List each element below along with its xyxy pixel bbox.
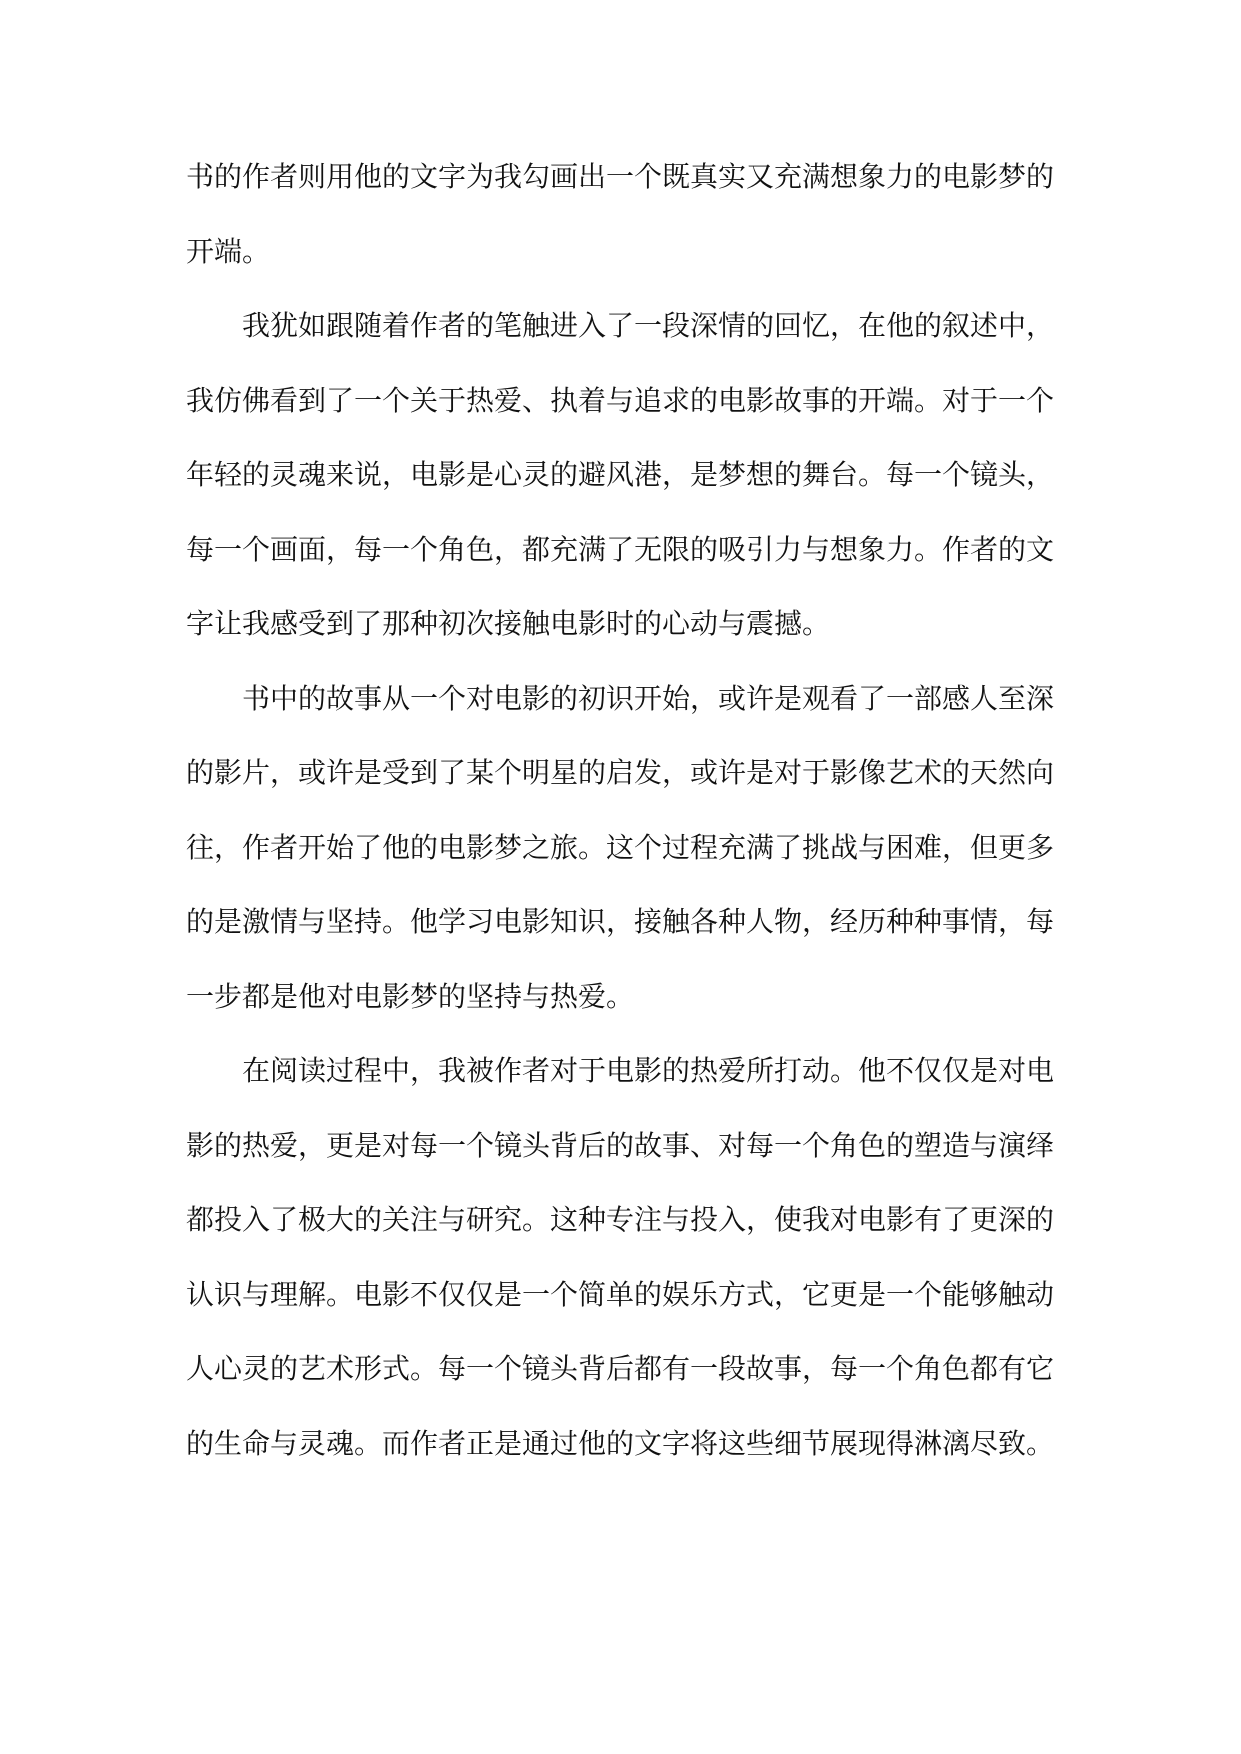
- paragraph-film-dream-journey: 书中的故事从一个对电影的初识开始，或许是观看了一部感人至深的影片，或许是受到了某个明星的启发，或许是对于影像艺术的天然向往，作者开始了他的电影梦之旅。这个过程充满了挑战与困难，但更多的是激情与坚持。他学习电影知识，接触各种人物，经历种种事情，每一步都是他对电影梦的坚持与热爱。: [186, 681, 1055, 1013]
- paragraph-recollection: 我犹如跟随着作者的笔触进入了一段深情的回忆，在他的叙述中，我仿佛看到了一个关于热爱、执着与追求的电影故事的开端。对于一个年轻的灵魂来说，电影是心灵的避风港，是梦想的舞台。每一个镜头，每一个画面，每一个角色，都充满了无限的吸引力与想象力。作者的文字让我感受到了那种初次接触电影时的心动与震撼。: [186, 309, 1055, 640]
- document-body: [186, 140, 1054, 1481]
- paragraph-passion-for-film: 在阅读过程中，我被作者对于电影的热爱所打动。他不仅仅是对电影的热爱，更是对每一个镜头背后的故事、对每一个角色的塑造与演绎都投入了极大的关注与研究。这种专注与投入，使我对电影有了更深的认识与理解。电影不仅仅是一个简单的娱乐方式，它更是一个能够触动人心灵的艺术形式。每一个镜头背后都有一段故事，每一个角色都有它的生命与灵魂。而作者正是通过他的文字将这些细节展现得淋漓尽致。: [186, 1054, 1055, 1460]
- paragraph-continuation: 书的作者则用他的文字为我勾画出一个既真实又充满想象力的电影梦的开端。: [186, 160, 1055, 268]
